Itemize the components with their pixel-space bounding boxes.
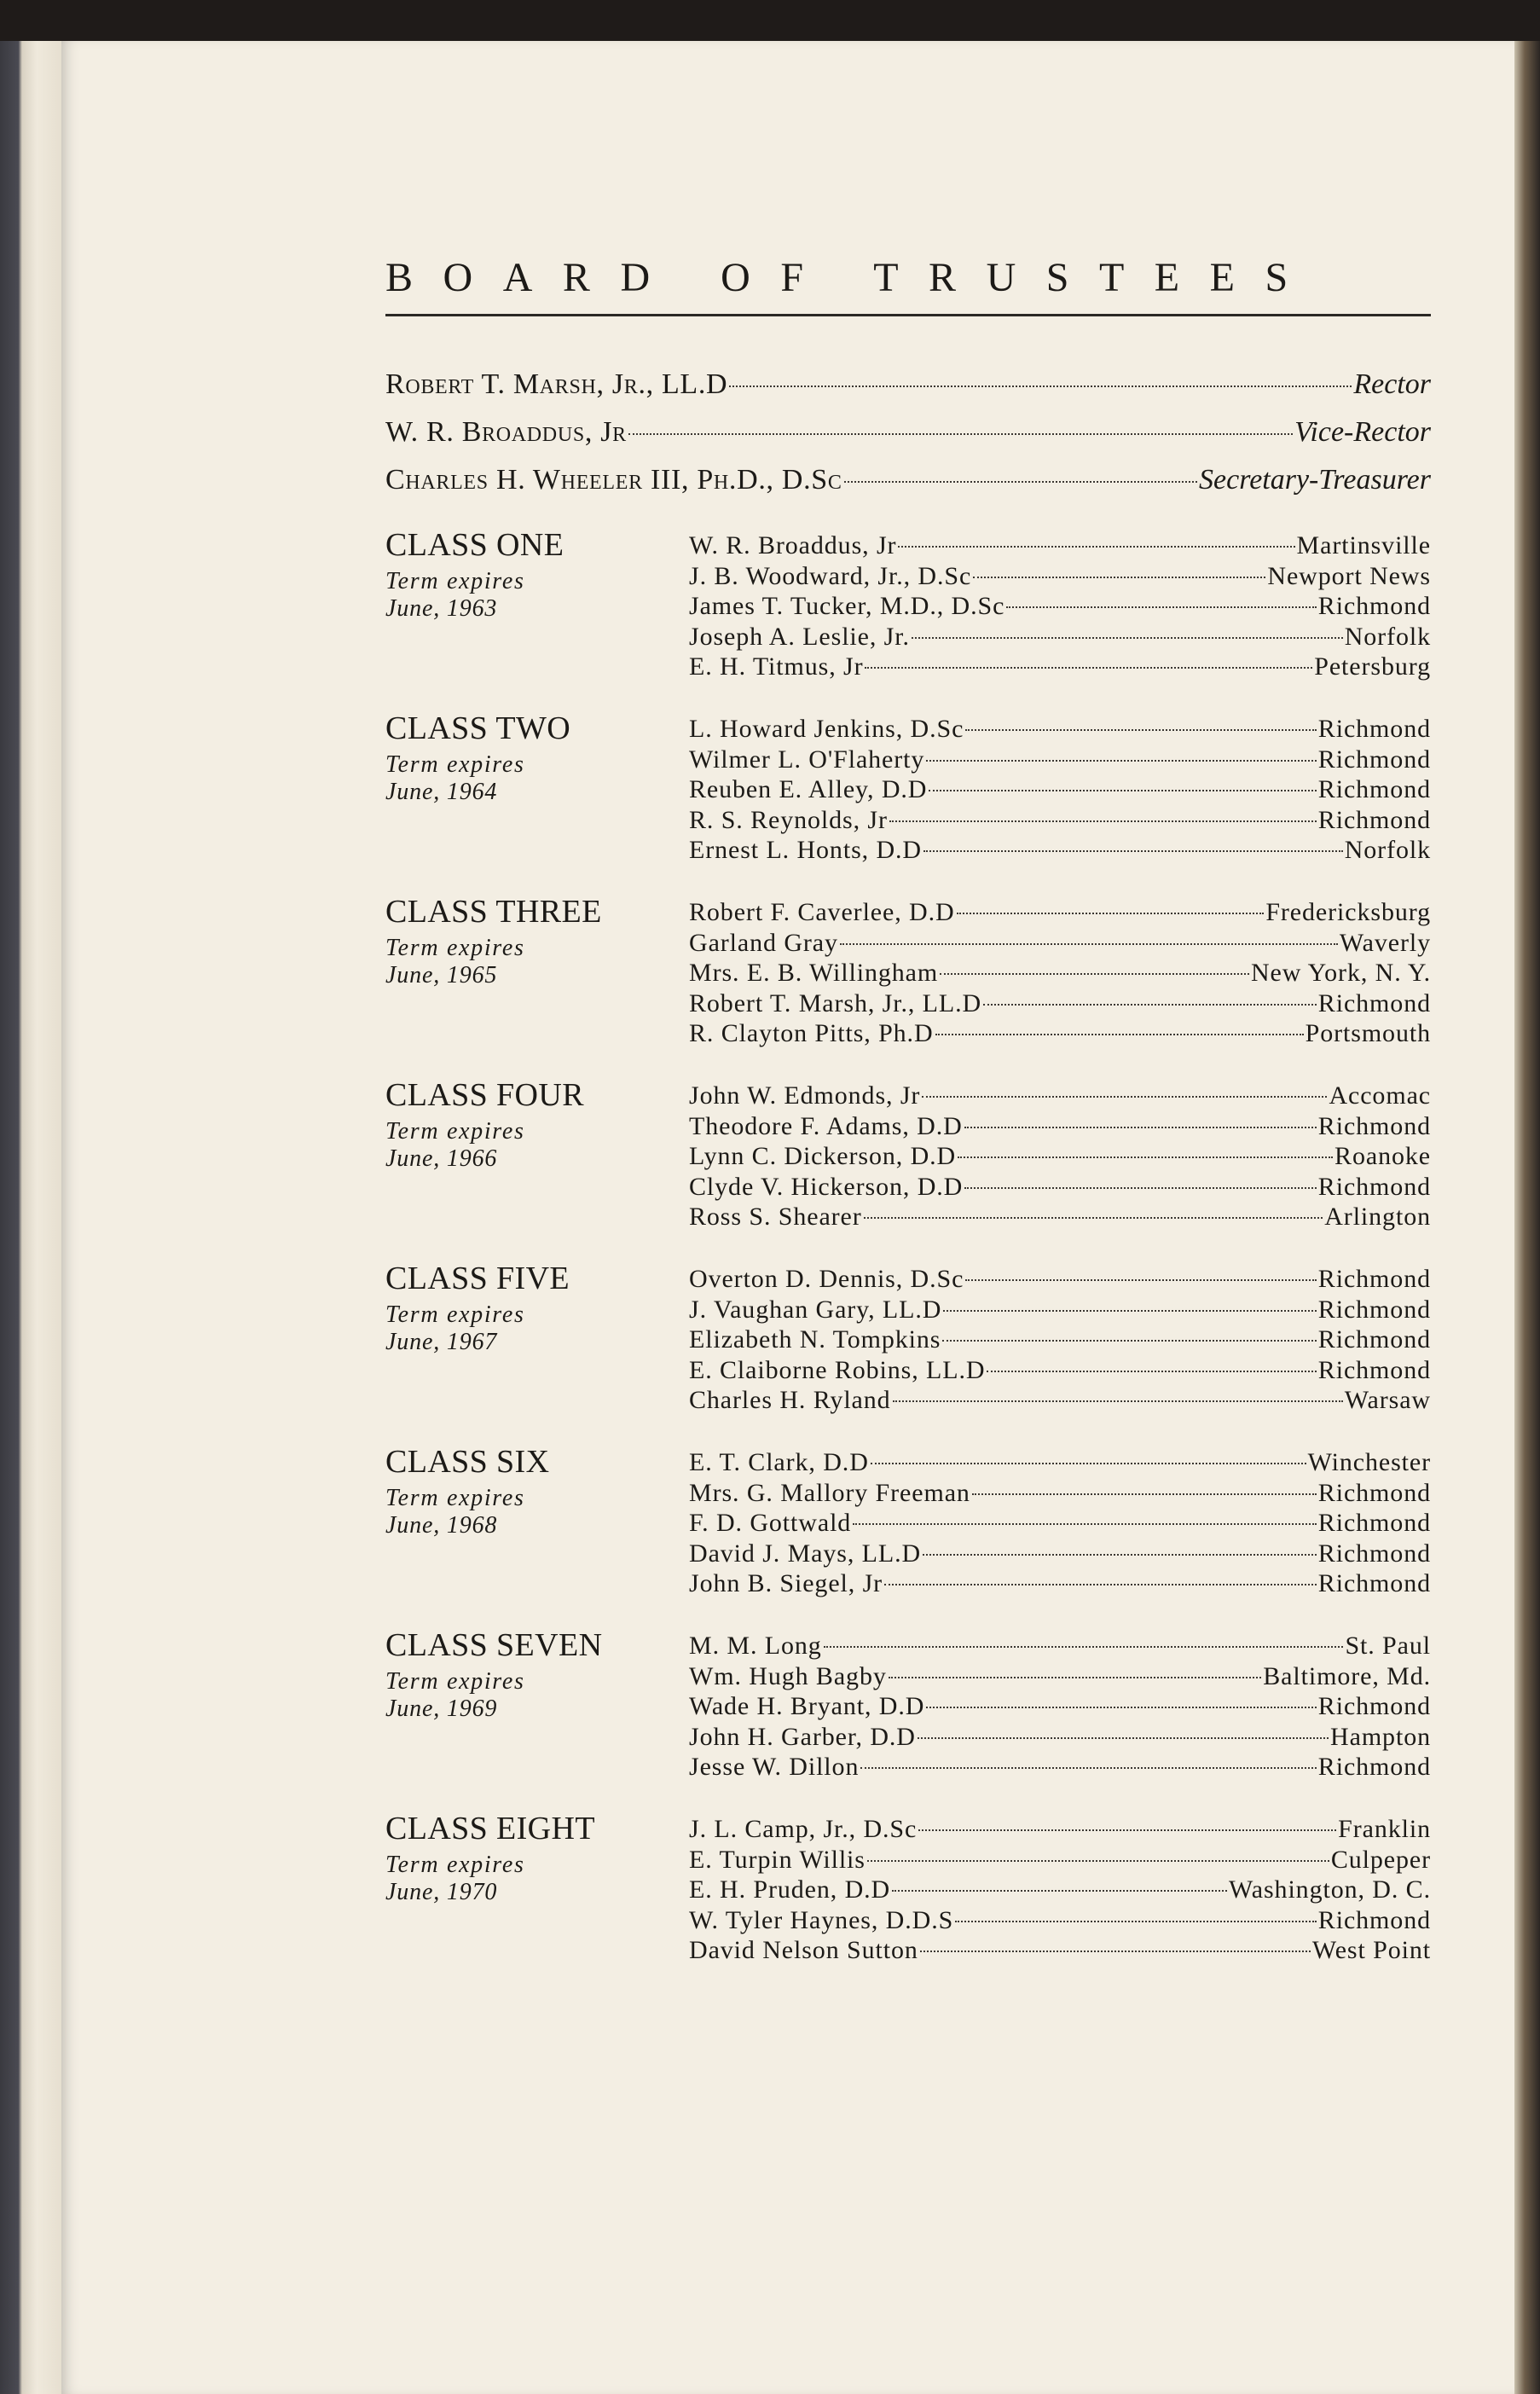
member-row — [689, 1508, 1431, 1539]
member-name: J. Vaughan Gary, LL.D — [689, 1295, 942, 1324]
member-name: Wilmer L. O'Flaherty — [689, 745, 925, 774]
member-row — [689, 530, 1431, 561]
member-name: Charles H. Ryland — [689, 1386, 891, 1414]
class-block — [385, 1070, 1431, 1254]
class-block — [385, 1437, 1431, 1620]
term-expiry-date: June, 1970 — [385, 1879, 498, 1905]
member-name: Overton D. Dennis, D.Sc — [689, 1265, 964, 1293]
dot-leader — [943, 1310, 1316, 1312]
dot-leader — [965, 1279, 1316, 1281]
member-row — [689, 897, 1431, 928]
member-place: Fredericksburg — [1265, 898, 1431, 926]
member-row — [689, 745, 1431, 775]
dot-leader — [955, 1921, 1317, 1922]
member-row — [689, 1172, 1431, 1203]
class-label — [385, 1075, 675, 1173]
officer-name: Robert T. Marsh, Jr., LL.D — [385, 368, 728, 400]
member-row — [689, 1691, 1431, 1722]
member-place: Richmond — [1317, 1172, 1431, 1201]
term-expiry-date: June, 1964 — [385, 779, 498, 805]
class-name: CLASS THREE — [385, 894, 602, 930]
dot-leader — [844, 481, 1197, 483]
member-row — [689, 988, 1431, 1019]
member-row — [689, 1875, 1431, 1905]
member-place: Richmond — [1317, 1692, 1431, 1720]
class-block — [385, 1620, 1431, 1804]
member-row — [689, 1202, 1431, 1232]
officer-title: Secretary-Treasurer — [1199, 464, 1431, 496]
dot-leader — [864, 1217, 1323, 1219]
dot-leader — [958, 1156, 1333, 1158]
member-name: Elizabeth N. Tompkins — [689, 1325, 941, 1354]
member-name: M. M. Long — [689, 1632, 822, 1660]
member-place: Richmond — [1317, 805, 1431, 834]
dot-leader — [918, 1829, 1336, 1831]
member-place: Winchester — [1307, 1448, 1431, 1476]
class-label — [385, 1626, 675, 1723]
member-row — [689, 1814, 1431, 1845]
member-name: E. T. Clark, D.D — [689, 1448, 869, 1476]
member-row — [689, 774, 1431, 805]
member-name: W. Tyler Haynes, D.D.S — [689, 1905, 954, 1934]
member-name: Lynn C. Dickerson, D.D — [689, 1142, 957, 1170]
trustee-classes — [385, 520, 1431, 1987]
class-name: CLASS FIVE — [385, 1261, 570, 1296]
member-list — [689, 1814, 1431, 1966]
member-place: Norfolk — [1344, 622, 1431, 651]
member-place: Richmond — [1317, 745, 1431, 774]
member-name: David Nelson Sutton — [689, 1936, 918, 1964]
dot-leader — [1006, 606, 1316, 608]
member-name: E. Claiborne Robins, LL.D — [689, 1355, 986, 1384]
member-name: Mrs. G. Mallory Freeman — [689, 1478, 970, 1507]
dot-leader — [918, 1737, 1329, 1739]
member-name: Ernest L. Honts, D.D — [689, 836, 922, 864]
dot-leader — [893, 1400, 1343, 1402]
member-name: Jesse W. Dillon — [689, 1753, 860, 1781]
dot-leader — [840, 943, 1338, 945]
member-name: Clyde V. Hickerson, D.D — [689, 1172, 964, 1201]
member-place: Waverly — [1339, 928, 1431, 957]
dot-leader — [926, 1707, 1317, 1708]
member-row — [689, 1845, 1431, 1875]
member-place: Richmond — [1317, 988, 1431, 1017]
class-name: CLASS ONE — [385, 527, 564, 563]
member-name: E. Turpin Willis — [689, 1845, 866, 1874]
member-row — [689, 805, 1431, 836]
class-block — [385, 887, 1431, 1070]
dot-leader — [892, 1890, 1227, 1892]
dot-leader — [920, 1951, 1311, 1952]
officer-row — [385, 409, 1431, 456]
dot-leader — [923, 850, 1343, 852]
member-place: Richmond — [1317, 1539, 1431, 1568]
member-name: R. S. Reynolds, Jr — [689, 805, 888, 834]
class-name: CLASS EIGHT — [385, 1811, 595, 1846]
term-expiry-date: June, 1966 — [385, 1145, 498, 1172]
member-place: Richmond — [1317, 1295, 1431, 1324]
member-name: James T. Tucker, M.D., D.Sc — [689, 592, 1005, 620]
dot-leader — [935, 1034, 1304, 1035]
member-place: Culpeper — [1330, 1845, 1431, 1874]
member-place: Richmond — [1317, 775, 1431, 803]
dot-leader — [898, 546, 1294, 548]
member-row — [689, 1111, 1431, 1142]
dot-leader — [628, 433, 1293, 435]
dot-leader — [912, 637, 1343, 639]
member-row — [689, 958, 1431, 988]
member-name: Wm. Hugh Bagby — [689, 1661, 887, 1690]
dot-leader — [865, 667, 1312, 669]
scan-top-edge — [0, 0, 1540, 41]
member-place: Richmond — [1317, 1355, 1431, 1384]
member-row — [689, 1141, 1431, 1172]
member-row — [689, 1722, 1431, 1753]
member-name: J. L. Camp, Jr., D.Sc — [689, 1815, 918, 1843]
member-row — [689, 1905, 1431, 1936]
member-place: Richmond — [1317, 1905, 1431, 1934]
member-name: Ross S. Shearer — [689, 1203, 862, 1231]
term-label: Term expires — [385, 1301, 525, 1328]
dot-leader — [729, 385, 1352, 387]
member-row — [689, 1752, 1431, 1782]
member-place: Richmond — [1317, 715, 1431, 743]
member-list — [689, 530, 1431, 682]
class-block — [385, 1254, 1431, 1437]
member-row — [689, 714, 1431, 745]
class-block — [385, 520, 1431, 704]
member-row — [689, 1935, 1431, 1966]
member-place: Richmond — [1317, 1569, 1431, 1597]
member-place: Richmond — [1317, 592, 1431, 620]
member-list — [689, 1447, 1431, 1599]
member-place: Warsaw — [1344, 1386, 1431, 1414]
member-name: F. D. Gottwald — [689, 1509, 852, 1537]
title-rule — [385, 314, 1431, 316]
class-label — [385, 1259, 675, 1356]
member-name: Mrs. E. B. Willingham — [689, 959, 939, 987]
member-name: R. Clayton Pitts, Ph.D — [689, 1019, 934, 1047]
page-title: BOARD OF TRUSTEES — [385, 255, 1318, 300]
member-name: Robert T. Marsh, Jr., LL.D — [689, 988, 982, 1017]
member-row — [689, 591, 1431, 622]
officer-row — [385, 456, 1431, 504]
dot-leader — [889, 1677, 1262, 1678]
dot-leader — [983, 1004, 1317, 1006]
class-label — [385, 1809, 675, 1906]
dot-leader — [867, 1860, 1329, 1862]
dot-leader — [871, 1463, 1306, 1464]
dot-leader — [940, 973, 1249, 975]
member-place: Baltimore, Md. — [1263, 1661, 1431, 1690]
member-place: Hampton — [1330, 1722, 1431, 1751]
officer-name: Charles H. Wheeler III, Ph.D., D.Sc — [385, 464, 842, 496]
member-row — [689, 652, 1431, 682]
member-row — [689, 1661, 1431, 1692]
dot-leader — [973, 577, 1265, 578]
term-label: Term expires — [385, 1485, 525, 1511]
member-name: E. H. Titmus, Jr — [689, 652, 864, 681]
class-name: CLASS SIX — [385, 1444, 550, 1480]
class-label — [385, 892, 675, 989]
dot-leader — [942, 1340, 1316, 1342]
dot-leader — [964, 1187, 1317, 1189]
member-place: Franklin — [1338, 1815, 1431, 1843]
officer-title: Rector — [1353, 368, 1431, 400]
term-expiry-date: June, 1967 — [385, 1329, 498, 1355]
member-row — [689, 1631, 1431, 1661]
member-row — [689, 622, 1431, 652]
member-list — [689, 897, 1431, 1049]
dot-leader — [884, 1584, 1317, 1585]
member-place: Richmond — [1317, 1111, 1431, 1140]
dot-leader — [929, 790, 1316, 791]
member-place: Norfolk — [1344, 836, 1431, 864]
term-label: Term expires — [385, 935, 525, 961]
member-name: John H. Garber, D.D — [689, 1722, 916, 1751]
member-row — [689, 1018, 1431, 1049]
member-list — [689, 1081, 1431, 1232]
member-place: Richmond — [1317, 1753, 1431, 1781]
member-place: Petersburg — [1314, 652, 1431, 681]
term-expiry-date: June, 1968 — [385, 1512, 498, 1539]
member-name: David J. Mays, LL.D — [689, 1539, 922, 1568]
class-name: CLASS FOUR — [385, 1077, 584, 1113]
member-place: Richmond — [1317, 1265, 1431, 1293]
member-row — [689, 1385, 1431, 1416]
officers-list — [385, 361, 1431, 504]
book-binding-edge — [0, 41, 61, 2394]
member-place: Portsmouth — [1305, 1019, 1431, 1047]
member-name: Joseph A. Leslie, Jr. — [689, 622, 910, 651]
dot-leader — [889, 820, 1317, 822]
term-label: Term expires — [385, 1668, 525, 1695]
member-place: Newport News — [1267, 561, 1431, 590]
member-name: Garland Gray — [689, 928, 838, 957]
officer-row — [385, 361, 1431, 409]
page-right-edge — [1514, 41, 1540, 2394]
member-row — [689, 1447, 1431, 1478]
term-expiry-date: June, 1963 — [385, 595, 498, 622]
term-label: Term expires — [385, 1852, 525, 1878]
member-name: W. R. Broaddus, Jr — [689, 531, 897, 559]
dot-leader — [923, 1554, 1317, 1556]
term-expiry-date: June, 1965 — [385, 962, 498, 988]
member-row — [689, 1539, 1431, 1569]
dot-leader — [965, 729, 1316, 731]
member-name: J. B. Woodward, Jr., D.Sc — [689, 561, 972, 590]
member-place: Martinsville — [1296, 531, 1431, 559]
member-row — [689, 1081, 1431, 1111]
class-block — [385, 704, 1431, 887]
member-list — [689, 1631, 1431, 1782]
member-row — [689, 1355, 1431, 1386]
member-place: Roanoke — [1334, 1142, 1431, 1170]
member-name: John W. Edmonds, Jr — [689, 1081, 921, 1110]
member-name: E. H. Pruden, D.D — [689, 1875, 891, 1904]
member-row — [689, 1325, 1431, 1355]
dot-leader — [972, 1493, 1317, 1495]
class-label — [385, 525, 675, 623]
member-place: Arlington — [1324, 1203, 1431, 1231]
class-name: CLASS SEVEN — [385, 1627, 603, 1663]
dot-leader — [957, 913, 1265, 914]
member-name: John B. Siegel, Jr — [689, 1569, 883, 1597]
member-name: L. Howard Jenkins, D.Sc — [689, 715, 964, 743]
member-row — [689, 1568, 1431, 1599]
dot-leader — [860, 1767, 1316, 1769]
member-place: New York, N. Y. — [1250, 959, 1431, 987]
member-name: Wade H. Bryant, D.D — [689, 1692, 925, 1720]
dot-leader — [964, 1127, 1317, 1128]
member-place: Richmond — [1317, 1325, 1431, 1354]
member-row — [689, 835, 1431, 866]
term-label: Term expires — [385, 1118, 525, 1145]
member-list — [689, 714, 1431, 866]
class-label — [385, 709, 675, 806]
member-row — [689, 561, 1431, 592]
member-place: St. Paul — [1345, 1632, 1431, 1660]
class-label — [385, 1442, 675, 1539]
member-row — [689, 1264, 1431, 1295]
term-label: Term expires — [385, 568, 525, 594]
member-place: Accomac — [1329, 1081, 1431, 1110]
dot-leader — [922, 1096, 1327, 1098]
member-place: Richmond — [1317, 1478, 1431, 1507]
member-row — [689, 928, 1431, 959]
officer-name: W. R. Broaddus, Jr — [385, 416, 627, 448]
dot-leader — [926, 760, 1317, 762]
member-list — [689, 1264, 1431, 1416]
term-expiry-date: June, 1969 — [385, 1696, 498, 1722]
class-block — [385, 1804, 1431, 1987]
member-place: West Point — [1311, 1936, 1431, 1964]
member-name: Robert F. Caverlee, D.D — [689, 898, 955, 926]
member-row — [689, 1478, 1431, 1509]
member-name: Reuben E. Alley, D.D — [689, 775, 928, 803]
dot-leader — [824, 1646, 1344, 1648]
member-row — [689, 1295, 1431, 1325]
member-place: Richmond — [1317, 1509, 1431, 1537]
member-place: Washington, D. C. — [1228, 1875, 1431, 1904]
member-name: Theodore F. Adams, D.D — [689, 1111, 963, 1140]
dot-leader — [987, 1371, 1316, 1372]
officer-title: Vice-Rector — [1294, 416, 1431, 448]
term-label: Term expires — [385, 751, 525, 778]
dot-leader — [853, 1523, 1317, 1525]
class-name: CLASS TWO — [385, 710, 571, 746]
